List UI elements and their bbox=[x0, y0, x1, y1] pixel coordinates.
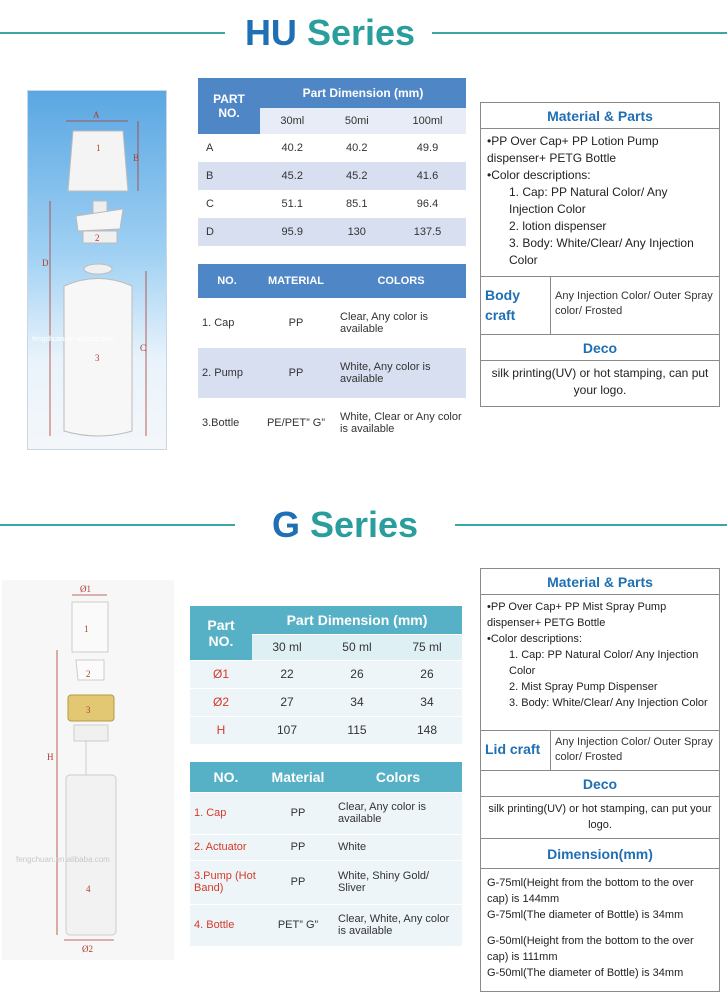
hu-dim-cell: 45.2 bbox=[346, 170, 368, 182]
hu-body-craft-row bbox=[481, 277, 719, 335]
g-dimension-table bbox=[190, 606, 462, 745]
hu-dim-cell: 40.2 bbox=[281, 142, 303, 154]
g-dim-cell: 107 bbox=[252, 716, 322, 744]
g-info-c2: 2. Mist Spray Pump Dispenser bbox=[509, 681, 658, 693]
hu-deco-title: Deco bbox=[481, 335, 719, 361]
g-dim-cell: 34 bbox=[322, 688, 392, 716]
hu-material-parts-title: Material & Parts bbox=[481, 103, 719, 129]
g-dim-cell: 34 bbox=[392, 688, 462, 716]
hu-title-part-b: Series bbox=[306, 12, 416, 53]
hu-product-image bbox=[27, 90, 167, 450]
hu-dim-cell: 40.2 bbox=[346, 142, 368, 154]
g-label-3: 3 bbox=[86, 705, 91, 715]
hu-dim-part: C bbox=[206, 198, 214, 210]
g-dim-cell: 22 bbox=[252, 660, 322, 688]
g-dimension-line4: G-50ml(The diameter of Bottle) is 34mm bbox=[487, 967, 684, 979]
g-mat-material: PP bbox=[262, 860, 334, 904]
hu-size-100: 100ml bbox=[412, 115, 443, 127]
g-dim-cell: 27 bbox=[252, 688, 322, 716]
g-material-table bbox=[190, 762, 462, 947]
hu-dim-cell: 41.6 bbox=[416, 170, 439, 182]
g-material-parts-text bbox=[481, 595, 719, 731]
hu-info-c2: 2. lotion dispenser bbox=[509, 219, 607, 233]
g-mat-colors: Clear, White, Any color is available bbox=[334, 904, 462, 946]
hu-dim-cell: 85.1 bbox=[346, 198, 368, 210]
g-mat-material: PET” G” bbox=[262, 904, 334, 946]
g-size-30: 30 ml bbox=[252, 634, 322, 660]
hu-title-rule-left bbox=[0, 32, 225, 34]
table-row bbox=[190, 860, 462, 904]
g-label-4: 4 bbox=[86, 884, 91, 894]
hu-mat-no: 3.Bottle bbox=[202, 417, 240, 429]
hu-series-title bbox=[230, 12, 430, 54]
g-mat-material: PP bbox=[262, 834, 334, 860]
table-row bbox=[198, 134, 466, 162]
g-size-75: 75 ml bbox=[392, 634, 462, 660]
g-label-1: 1 bbox=[84, 624, 89, 634]
g-title-part-b: Series bbox=[309, 504, 419, 545]
g-dim-cell: 26 bbox=[322, 660, 392, 688]
g-dim-header: Part Dimension (mm) bbox=[252, 606, 462, 634]
table-row bbox=[190, 660, 462, 688]
table-row bbox=[190, 792, 462, 834]
g-info-c1: 1. Cap: PP Natural Color/ Any Injection Color bbox=[509, 649, 699, 677]
hu-title-part-a: HU bbox=[244, 12, 297, 53]
hu-info-c3: 3. Body: White/Clear/ Any Injection Color bbox=[509, 236, 694, 267]
hu-dim-part: D bbox=[206, 226, 214, 238]
hu-dim-cell: 96.4 bbox=[416, 198, 439, 210]
hu-material-parts-text bbox=[481, 129, 719, 277]
g-mat-colors: Clear, Any color is available bbox=[334, 792, 462, 834]
g-material-parts-title: Material & Parts bbox=[481, 569, 719, 595]
hu-dimension-table bbox=[198, 78, 466, 246]
g-dimension-line3: G-50ml(Height from the bottom to the over cap) is 111mm bbox=[487, 935, 694, 963]
g-lid-craft-value: Any Injection Color/ Outer Spray color/ Frosted bbox=[555, 736, 713, 763]
g-deco-text: silk printing(UV) or hot stamping, can put your logo. bbox=[481, 797, 719, 839]
hu-mat-material: PP bbox=[288, 317, 304, 329]
hu-dim-cell: 95.9 bbox=[281, 226, 303, 238]
hu-bottle-drawing bbox=[28, 91, 167, 450]
g-mat-no: 2. Actuator bbox=[190, 834, 262, 860]
g-dim-part-header: Part NO. bbox=[190, 606, 252, 660]
g-title-part-a: G bbox=[271, 504, 300, 545]
g-mat-header-no: NO. bbox=[190, 762, 262, 792]
hu-material-table bbox=[198, 264, 466, 448]
g-mat-colors: White, Shiny Gold/ Sliver bbox=[334, 860, 462, 904]
g-series-title bbox=[240, 504, 450, 546]
g-info-c3: 3. Body: White/Clear/ Any Injection Color bbox=[509, 697, 708, 709]
g-mat-no: 1. Cap bbox=[190, 792, 262, 834]
g-title-rule-left bbox=[0, 524, 235, 526]
hu-dim-part-header: PART NO. bbox=[198, 78, 260, 134]
hu-dim-cell: 51.1 bbox=[281, 198, 303, 210]
hu-mat-material: PE/PET” G” bbox=[266, 417, 326, 429]
table-row bbox=[198, 162, 466, 190]
g-dim-cell: 26 bbox=[392, 660, 462, 688]
hu-dim-header: Part Dimension (mm) bbox=[260, 78, 466, 108]
hu-label-c: C bbox=[140, 343, 147, 353]
g-deco-title: Deco bbox=[481, 771, 719, 797]
g-mat-header-material: Material bbox=[262, 762, 334, 792]
table-row bbox=[190, 834, 462, 860]
g-label-d2: Ø2 bbox=[82, 944, 93, 954]
g-mat-no: 3.Pump (Hot Band) bbox=[190, 860, 262, 904]
hu-dim-part: B bbox=[206, 170, 214, 182]
g-dimension-line1: G-75ml(Height from the bottom to the over cap) is 144mm bbox=[487, 877, 694, 905]
g-size-50: 50 ml bbox=[322, 634, 392, 660]
hu-label-2: 2 bbox=[95, 233, 100, 243]
g-dimension-text bbox=[481, 869, 719, 987]
hu-mat-colors: White, Any color is available bbox=[340, 361, 431, 385]
hu-info-line2: •Color descriptions: bbox=[487, 168, 591, 182]
g-dim-part: Ø2 bbox=[190, 688, 252, 716]
hu-watermark: fengchuan.en.alibaba.com bbox=[32, 336, 115, 343]
g-label-h: H bbox=[47, 752, 54, 762]
hu-label-1: 1 bbox=[96, 143, 101, 153]
hu-info-c1: 1. Cap: PP Natural Color/ Any Injection Color bbox=[509, 185, 668, 216]
g-bottle-drawing bbox=[2, 580, 174, 960]
table-row bbox=[190, 716, 462, 744]
g-product-image bbox=[2, 580, 174, 960]
g-info-line1: •PP Over Cap+ PP Mist Spray Pump dispenser+ PETG Bottle bbox=[487, 601, 667, 629]
table-row bbox=[190, 904, 462, 946]
g-dim-part: H bbox=[190, 716, 252, 744]
hu-mat-header-colors: COLORS bbox=[377, 275, 425, 287]
hu-info-line1: •PP Over Cap+ PP Lotion Pump dispenser+ PETG Bottle bbox=[487, 134, 659, 165]
hu-dim-cell: 137.5 bbox=[413, 226, 442, 238]
g-lid-craft-row bbox=[481, 731, 719, 771]
g-dim-cell: 148 bbox=[392, 716, 462, 744]
hu-label-3: 3 bbox=[95, 353, 100, 363]
g-label-d1: Ø1 bbox=[80, 584, 91, 594]
hu-size-30: 30ml bbox=[280, 115, 305, 127]
hu-label-b: B bbox=[133, 153, 140, 163]
table-row bbox=[198, 398, 466, 448]
hu-dim-cell: 130 bbox=[347, 226, 366, 238]
table-row bbox=[198, 190, 466, 218]
table-row bbox=[198, 298, 466, 348]
g-label-2: 2 bbox=[86, 669, 91, 679]
g-dim-cell: 115 bbox=[322, 716, 392, 744]
hu-size-50: 50mi bbox=[344, 115, 369, 127]
hu-info-box bbox=[480, 102, 720, 407]
g-watermark: fengchuan.en.alibaba.com bbox=[16, 855, 110, 864]
hu-body-craft-label: Body craft bbox=[481, 277, 551, 334]
hu-mat-colors: White, Clear or Any color is available bbox=[340, 411, 462, 435]
hu-label-d: D bbox=[42, 258, 49, 268]
g-mat-no: 4. Bottle bbox=[190, 904, 262, 946]
hu-body-craft-value: Any Injection Color/ Outer Spray color/ Frosted bbox=[555, 290, 713, 317]
hu-mat-header-material: MATERIAL bbox=[267, 275, 324, 287]
hu-dim-cell: 49.9 bbox=[416, 142, 439, 154]
g-mat-header-colors: Colors bbox=[334, 762, 462, 792]
g-dimension-line2: G-75ml(The diameter of Bottle) is 34mm bbox=[487, 909, 684, 921]
g-info-line2: •Color descriptions: bbox=[487, 633, 582, 645]
g-dim-part: Ø1 bbox=[190, 660, 252, 688]
table-row bbox=[198, 348, 466, 398]
hu-deco-text: silk printing(UV) or hot stamping, can put your logo. bbox=[491, 366, 709, 397]
hu-mat-no: 2. Pump bbox=[202, 367, 243, 379]
g-title-rule-right bbox=[455, 524, 727, 526]
hu-mat-material: PP bbox=[288, 367, 304, 379]
g-mat-material: PP bbox=[262, 792, 334, 834]
table-row bbox=[190, 688, 462, 716]
g-mat-colors: White bbox=[334, 834, 462, 860]
hu-mat-no: 1. Cap bbox=[202, 317, 235, 329]
hu-title-rule-right bbox=[432, 32, 727, 34]
g-info-box bbox=[480, 568, 720, 992]
hu-label-a: A bbox=[93, 110, 100, 120]
hu-mat-colors: Clear, Any color is available bbox=[340, 311, 429, 335]
table-row bbox=[198, 218, 466, 246]
g-lid-craft-label: Lid craft bbox=[481, 731, 551, 770]
hu-mat-header-no: NO. bbox=[217, 275, 237, 287]
hu-dim-cell: 45.2 bbox=[281, 170, 303, 182]
g-dimension-title: Dimension(mm) bbox=[481, 839, 719, 869]
hu-dim-part: A bbox=[206, 142, 214, 154]
